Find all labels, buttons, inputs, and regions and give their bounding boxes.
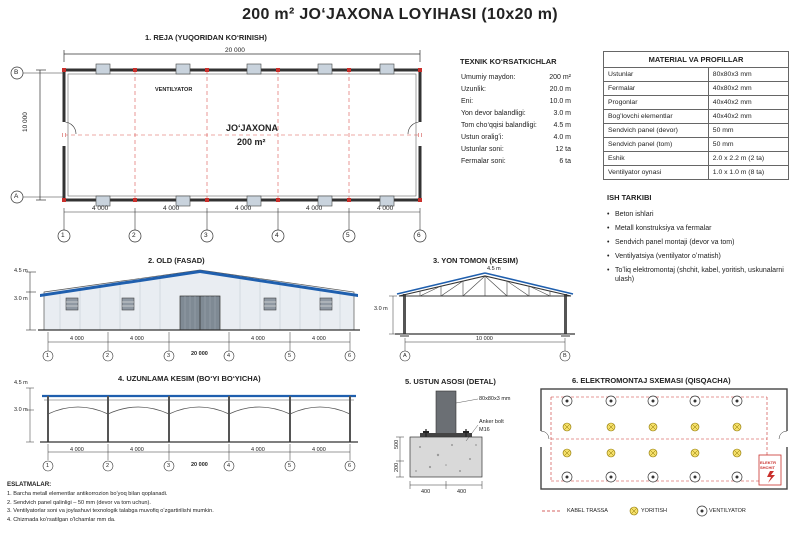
spec-row: Umumiy maydon: 200 m² <box>461 73 571 81</box>
plan-span-1: 4 000 <box>92 205 109 212</box>
plan-span-3: 4 000 <box>235 205 252 212</box>
plan-axis-1: 1 <box>61 232 65 239</box>
plan-total-height: 10 000 <box>22 112 29 132</box>
electric-panel-line1: ELEKTR <box>760 460 776 465</box>
plan-view <box>0 40 445 250</box>
plan-axis-2: 2 <box>132 232 136 239</box>
base-heading: 5. USTUN ASOSI (DETAL) <box>405 377 496 386</box>
plan-axis-a: A <box>14 193 19 200</box>
plan-room-name: JO‘JAXONA <box>226 123 279 133</box>
work-list <box>607 210 787 289</box>
side-section-view <box>385 262 585 367</box>
facade-view <box>0 262 380 367</box>
electrical-scheme <box>535 383 797 498</box>
legend-light-label: YORITISH <box>641 508 667 514</box>
plan-room-area: 200 m² <box>237 137 266 147</box>
facade-height-wall: 3.0 m <box>14 296 28 302</box>
long-span-4: 4 000 <box>251 447 265 453</box>
work-item: • Ventilyatsiya (ventilyator oʻrnatish) <box>607 252 787 261</box>
facade-axis-6: 6 <box>348 353 352 359</box>
spec-row: Ustunlar soni: 12 ta <box>461 145 571 153</box>
spec-row: Ustun oraligʻi: 4.0 m <box>461 133 571 141</box>
side-height-wall: 3.0 m <box>374 306 388 312</box>
base-bolt-line1: Anker bolt <box>479 419 504 425</box>
material-row: Sendvich panel (tom) 50 mm <box>604 138 789 152</box>
plan-span-5: 4 000 <box>377 205 394 212</box>
note-item: 1. Barcha metall elementlar antikorrozion boʻyoq bilan qoplanadi. <box>7 491 168 497</box>
base-dim-h2: 400 <box>457 489 467 495</box>
plan-ventilator-label: VENTILYATOR <box>155 87 193 93</box>
long-axis-2: 2 <box>106 463 110 469</box>
spec-row: Eni: 10.0 m <box>461 97 571 105</box>
base-bolt-line2: M16 <box>479 427 490 433</box>
specs-heading: TEXNIK KO‘RSATKICHLAR <box>460 57 557 66</box>
work-item: • Sendvich panel montaji (devor va tom) <box>607 238 787 247</box>
facade-span-4: 4 000 <box>251 336 265 342</box>
long-span-1: 4 000 <box>70 447 84 453</box>
facade-axis-1: 1 <box>46 353 50 359</box>
notes-list <box>7 490 214 524</box>
plan-axis-6: 6 <box>417 232 421 239</box>
long-section-view <box>0 380 380 475</box>
legend-cable-label: KABEL TRASSA <box>567 508 608 514</box>
electric-heading: 6. ELEKTROMONTAJ SXEMASI (QISQACHA) <box>572 376 731 385</box>
long-axis-3: 3 <box>167 463 171 469</box>
long-axis-1: 1 <box>46 463 50 469</box>
note-item: 2. Sendvich panel qalinligi – 50 mm (devor va tom uchun). <box>7 499 151 506</box>
material-row: Ventilyator oynasi 1.0 x 1.0 m (8 ta) <box>604 166 789 180</box>
base-dim-v1: 500 <box>394 439 400 449</box>
spec-row: Yon devor balandligi: 3.0 m <box>461 109 571 117</box>
facade-axis-3: 3 <box>167 353 171 359</box>
column-base-detail <box>390 385 530 500</box>
facade-axis-5: 5 <box>288 353 292 359</box>
plan-span-4: 4 000 <box>306 205 323 212</box>
note-item: 4. Chizmada koʻrsatilgan oʻlchamlar mm da. <box>7 516 116 523</box>
material-row: Fermalar 40x80x2 mm <box>604 82 789 96</box>
long-axis-6: 6 <box>348 463 352 469</box>
plan-span-2: 4 000 <box>163 205 180 212</box>
plan-axis-b: B <box>14 69 19 76</box>
plan-axis-5: 5 <box>346 232 350 239</box>
notes-heading: ESLATMALAR: <box>7 481 52 488</box>
legend-fan-label: VENTILYATOR <box>709 508 746 514</box>
electric-panel-line2: SHCHIT <box>760 465 775 470</box>
spec-row: Uzunlik: 20.0 m <box>461 85 571 93</box>
long-total: 20 000 <box>191 462 208 468</box>
facade-span-1: 4 000 <box>70 336 84 342</box>
facade-heading: 2. OLD (FASAD) <box>148 256 205 265</box>
side-axis-a: A <box>403 353 407 359</box>
side-heading: 3. YON TOMON (KESIM) <box>433 256 519 265</box>
material-row: Sendvich panel (devor) 50 mm <box>604 124 789 138</box>
plan-axis-3: 3 <box>204 232 208 239</box>
work-heading: ISH TARKIBI <box>607 193 652 202</box>
materials-heading: MATERIAL VA PROFILLAR <box>604 52 789 68</box>
facade-span-5: 4 000 <box>312 336 326 342</box>
material-row: Ustunlar 80x80x3 mm <box>604 68 789 82</box>
material-row: Progonlar 40x40x2 mm <box>604 96 789 110</box>
plan-axis-4: 4 <box>275 232 279 239</box>
long-span-5: 4 000 <box>312 447 326 453</box>
facade-height-top: 4.5 m <box>14 268 28 274</box>
plan-heading: 1. REJA (YUQORIDAN KO‘RINISH) <box>145 33 267 42</box>
material-row: Eshik 2.0 x 2.2 m (2 ta) <box>604 152 789 166</box>
facade-axis-2: 2 <box>106 353 110 359</box>
plan-total-width: 20 000 <box>225 47 245 54</box>
work-item: • Metall konstruksiya va fermalar <box>607 224 787 233</box>
long-axis-5: 5 <box>288 463 292 469</box>
long-span-2: 4 000 <box>130 447 144 453</box>
material-row: Bogʻlovchi elementlar 40x40x2 mm <box>604 110 789 124</box>
side-span: 10 000 <box>476 336 493 342</box>
long-height-top: 4.5 m <box>14 380 28 386</box>
side-height-top: 4.5 m <box>487 266 501 272</box>
base-profile: 80x80x3 mm <box>479 396 511 402</box>
spec-row: Tom cho‘qqisi balandligi: 4.5 m <box>461 121 571 129</box>
base-dim-h1: 400 <box>421 489 431 495</box>
work-item: • Toʻliq elektromontaj (shchit, kabel, yoritish, uskunalarni ulash) <box>607 266 787 284</box>
note-item: 3. Ventilyatorlar soni va joylashuvi texnologik talabga muvofiq oʻzgartirilishi mumkin. <box>7 508 214 515</box>
drawing-title: 200 m² JO‘JAXONA LOYIHASI (10x20 m) <box>242 6 558 23</box>
materials-table <box>603 51 789 180</box>
long-height-wall: 3.0 m <box>14 407 28 413</box>
facade-span-2: 4 000 <box>130 336 144 342</box>
work-item: • Beton ishlari <box>607 210 787 219</box>
facade-axis-4: 4 <box>227 353 231 359</box>
long-axis-4: 4 <box>227 463 231 469</box>
spec-row: Fermalar soni: 6 ta <box>461 157 571 165</box>
long-section-heading: 4. UZUNLAMA KESIM (BOʻYI BOʻYICHA) <box>118 374 261 383</box>
facade-total: 20 000 <box>191 351 208 357</box>
base-dim-v2: 200 <box>394 462 400 472</box>
side-axis-b: B <box>563 353 567 359</box>
specs-table <box>459 71 575 167</box>
